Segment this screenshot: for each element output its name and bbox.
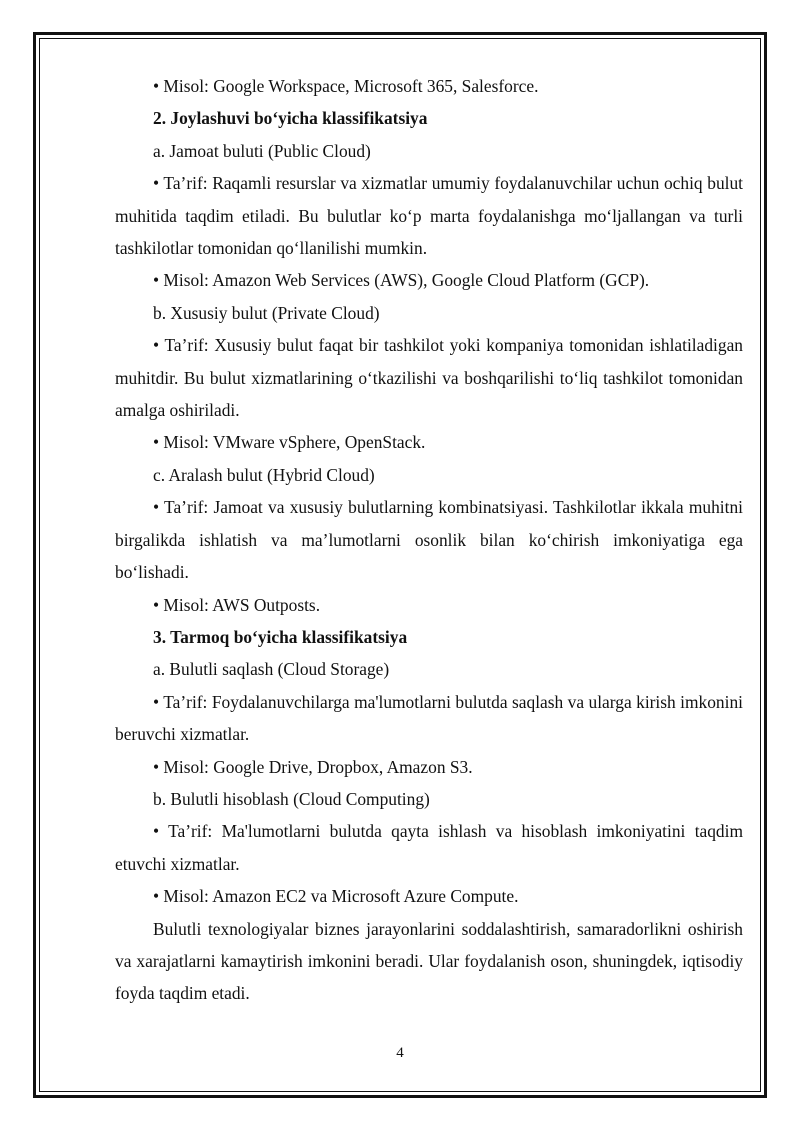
subheading-hybrid-cloud: c. Aralash bulut (Hybrid Cloud) [153,464,375,485]
paragraph-public-cloud-example: • Misol: Amazon Web Services (AWS), Google Cloud Platform (GCP). [153,270,650,291]
paragraph-cloud-computing-definition: • Ta’rif: Ma'lumotlarni bulutda qayta ishlash va hisoblash imkoniyatini taqdim etuvchi xizmatlar. [115,821,743,874]
paragraph-cloud-storage-definition: • Ta’rif: Foydalanuvchilarga ma'lumotlarni bulutda saqlash va ularga kirish imkonini beruvchi xizmatlar. [115,691,743,745]
page-number: 4 [396,1045,404,1061]
subheading-cloud-storage: a. Bulutli saqlash (Cloud Storage) [153,659,390,680]
paragraph-private-cloud-definition: • Ta’rif: Xususiy bulut faqat bir tashkilot yoki kompaniya tomonidan ishlatiladigan muhitdir. Bu bulut xizmatlarining o‘tkazilishi va boshqarilishi to‘liq tashkilot tomonidan amalga oshiriladi. [115,335,743,421]
paragraph-conclusion: Bulutli texnologiyalar biznes jarayonlarini soddalashtirish, samaradorlikni oshirish va xarajatlarni kamaytirish imkonini beradi. Ular foydalanish oson, shuningdek, iqtisodiy foyda taqdim etadi. [115,918,743,1004]
section-heading-network: 3. Tarmoq bo‘yicha klassifikatsiya [153,626,408,647]
paragraph-misol-saas: • Misol: Google Workspace, Microsoft 365, Salesforce. [153,76,539,96]
paragraph-cloud-computing-example: • Misol: Amazon EC2 va Microsoft Azure Compute. [153,886,519,907]
paragraph-private-cloud-example: • Misol: VMware vSphere, OpenStack. [153,432,426,453]
paragraph-hybrid-cloud-definition: • Ta’rif: Jamoat va xususiy bulutlarning kombinatsiyasi. Tashkilotlar ikkala muhitni birgalikda ishlatish va ma’lumotlarni osonlik bilan ko‘chirish imkoniyatiga ega bo‘lishadi. [115,497,743,583]
subheading-cloud-computing: b. Bulutli hisoblash (Cloud Computing) [153,788,430,809]
section-heading-location: 2. Joylashuvi bo‘yicha klassifikatsiya [153,108,428,129]
paragraph-public-cloud-definition: • Ta’rif: Raqamli resurslar va xizmatlar umumiy foydalanuvchilar uchun ochiq bulut muhitida taqdim etiladi. Bu bulutlar ko‘p marta foydalanishga mo‘ljallangan va turli tashkilotlar tomonidan qo‘llanilishi mumkin. [115,173,743,259]
paragraph-hybrid-cloud-example: • Misol: AWS Outposts. [153,594,321,615]
subheading-public-cloud: a. Jamoat buluti (Public Cloud) [153,140,371,161]
paragraph-cloud-storage-example: • Misol: Google Drive, Dropbox, Amazon S3. [153,756,473,777]
document-body [115,70,743,1010]
subheading-private-cloud: b. Xususiy bulut (Private Cloud) [153,302,380,323]
